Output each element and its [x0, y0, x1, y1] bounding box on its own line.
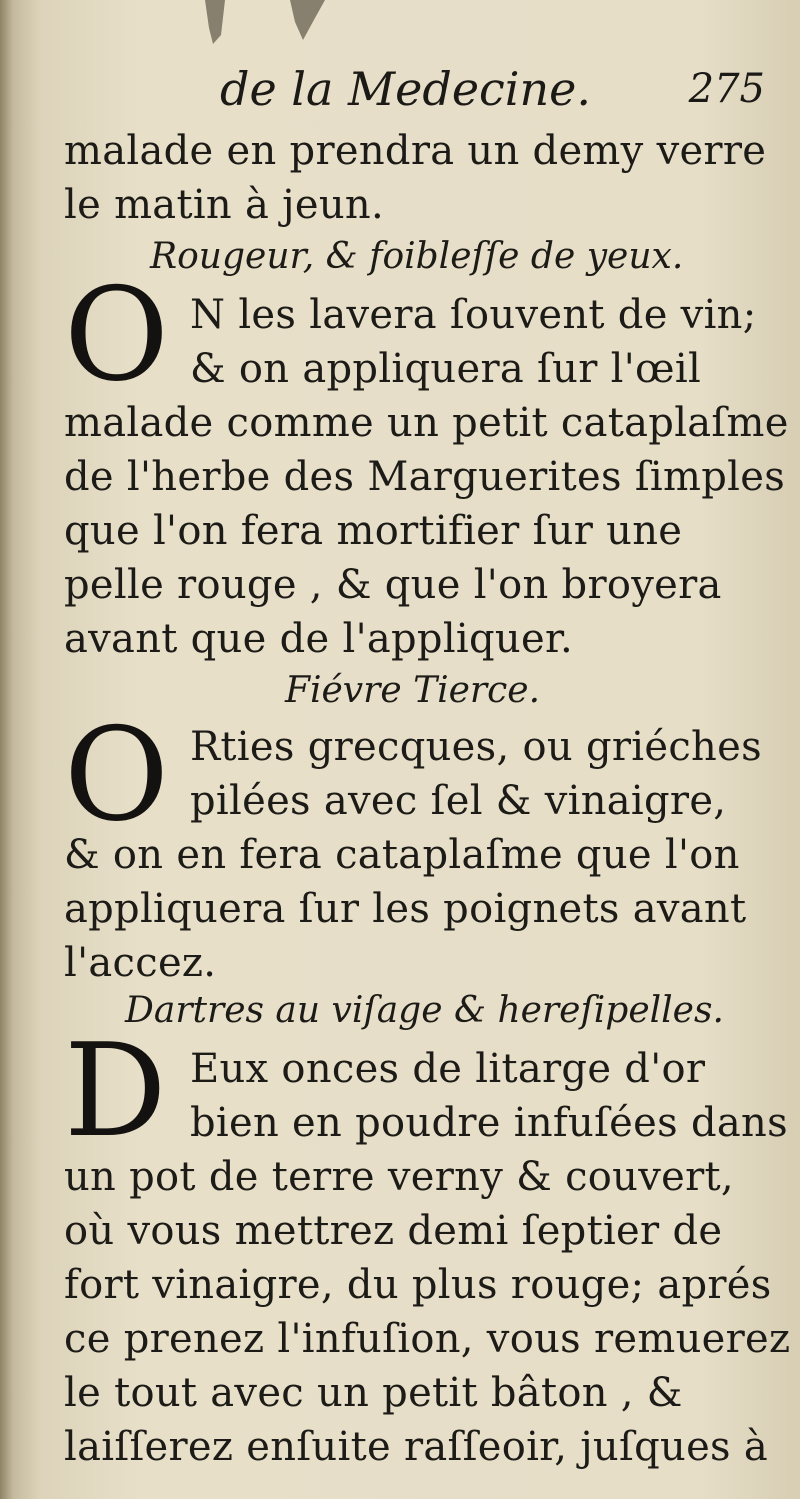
- text-line: que l'on fera mortifier ſur une: [64, 508, 683, 554]
- text-line: avant que de l'appliquer.: [64, 616, 574, 662]
- text-line: le matin à jeun.: [64, 182, 384, 228]
- text-line: un pot de terre verny & couvert,: [64, 1154, 734, 1200]
- text-line: laiſſerez enſuite raſſeoir, juſques à: [64, 1424, 769, 1470]
- drop-capital: O: [64, 261, 169, 410]
- section-heading: Rougeur, & foibleſſe de yeux.: [150, 236, 684, 277]
- page-header: [70, 62, 775, 122]
- text-line: l'accez.: [64, 940, 217, 986]
- text-line: pilées avec ſel & vinaigre,: [190, 778, 727, 824]
- text-line: fort vinaigre, du plus rouge; aprés: [64, 1262, 772, 1308]
- text-line: bien en poudre infuſées dans: [190, 1100, 788, 1146]
- text-line: le tout avec un petit bâton , &: [64, 1370, 683, 1416]
- text-line: appliquera ſur les poignets avant: [64, 886, 747, 932]
- section-heading: Dartres au viſage & hereſipelles.: [125, 990, 724, 1031]
- text-line: ce prenez l'infuſion, vous remuerez: [64, 1316, 791, 1362]
- book-spine: [0, 0, 14, 1499]
- drop-capital: D: [64, 1017, 167, 1166]
- text-line: & on appliquera ſur l'œil: [190, 346, 702, 392]
- text-line: de l'herbe des Marguerites ſimples: [64, 454, 786, 500]
- section-heading: Fiévre Tierce.: [285, 670, 541, 711]
- text-line: Eux onces de litarge d'or: [190, 1046, 706, 1092]
- text-line: N les lavera ſouvent de vin;: [190, 292, 757, 338]
- text-line: & on en fera cataplaſme que l'on: [64, 832, 740, 878]
- ink-stain-decoration: [195, 0, 345, 50]
- text-line: malade en prendra un demy verre: [64, 128, 767, 174]
- text-line: malade comme un petit cataplaſme: [64, 400, 789, 446]
- page-number: 275: [688, 66, 765, 112]
- drop-capital: O: [64, 701, 169, 850]
- running-title: de la Medecine.: [220, 62, 591, 116]
- text-line: où vous mettrez demi ſeptier de: [64, 1208, 723, 1254]
- text-line: Rties grecques, ou griéches: [190, 724, 762, 770]
- text-line: pelle rouge , & que l'on broyera: [64, 562, 722, 608]
